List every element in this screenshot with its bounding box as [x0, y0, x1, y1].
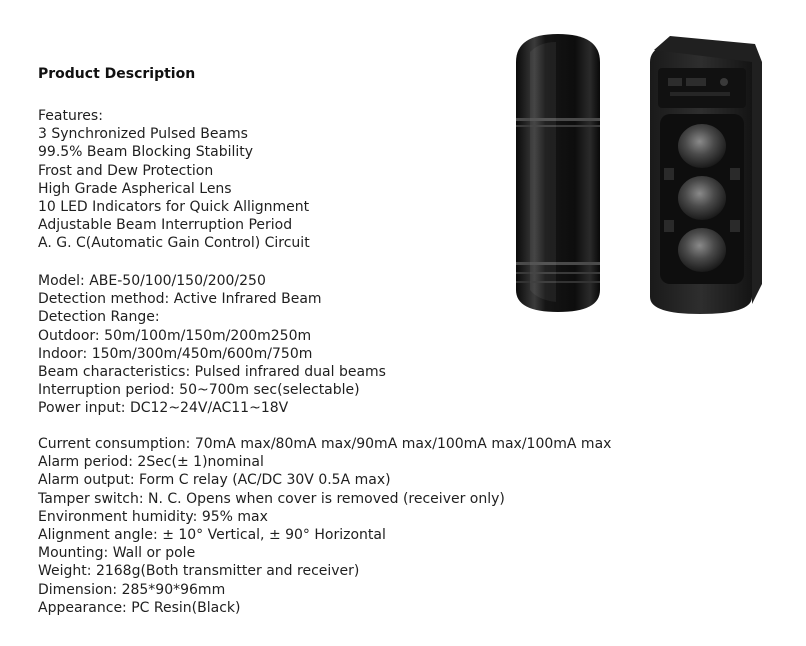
spec-alarm-output: Alarm output: Form C relay (AC/DC 30V 0.5A max) — [38, 472, 391, 489]
spec-humidity: Environment humidity: 95% max — [38, 508, 268, 525]
feature-item: 10 LED Indicators for Quick Allignment — [38, 199, 310, 216]
spec-current-consumption: Current consumption: 70mA max/80mA max/90mA max/100mA max/100mA max — [38, 436, 612, 452]
spec-interruption-period: Interruption period: 50~700m sec(selectable) — [38, 382, 360, 399]
open-sensor-unit — [650, 36, 762, 314]
specifications-list-1 — [38, 272, 386, 418]
spec-beam-characteristics: Beam characteristics: Pulsed infrared dual beams — [38, 364, 386, 381]
spec-outdoor-range: Outdoor: 50m/100m/150m/200m250m — [38, 327, 312, 344]
features-list — [38, 107, 310, 253]
feature-item: High Grade Aspherical Lens — [38, 180, 232, 197]
spec-weight: Weight: 2168g(Both transmitter and receiver) — [38, 563, 360, 580]
spec-alignment-angle: Alignment angle: ± 10° Vertical, ± 90° Horizontal — [38, 527, 386, 544]
spec-mounting: Mounting: Wall or pole — [38, 545, 196, 562]
feature-item: A. G. C(Automatic Gain Control) Circuit — [38, 235, 310, 252]
product-photo — [500, 22, 770, 322]
spec-detection-method: Detection method: Active Infrared Beam — [38, 291, 322, 308]
page-title: Product Description — [38, 66, 196, 82]
specifications-list-2 — [38, 435, 611, 617]
spec-model: Model: ABE-50/100/150/200/250 — [38, 273, 266, 289]
spec-tamper-switch: Tamper switch: N. C. Opens when cover is removed (receiver only) — [38, 490, 505, 507]
feature-item: 3 Synchronized Pulsed Beams — [38, 126, 248, 143]
covered-sensor-unit — [516, 34, 600, 312]
feature-item: Frost and Dew Protection — [38, 162, 214, 179]
spec-alarm-period: Alarm period: 2Sec(± 1)nominal — [38, 454, 264, 471]
feature-item: Adjustable Beam Interruption Period — [38, 217, 293, 234]
spec-power-input: Power input: DC12~24V/AC11~18V — [38, 400, 289, 417]
spec-indoor-range: Indoor: 150m/300m/450m/600m/750m — [38, 345, 313, 362]
spec-dimension: Dimension: 285*90*96mm — [38, 581, 226, 598]
spec-detection-range: Detection Range: — [38, 309, 160, 326]
spec-appearance: Appearance: PC Resin(Black) — [38, 599, 241, 616]
features-heading: Features: — [38, 108, 103, 124]
feature-item: 99.5% Beam Blocking Stability — [38, 144, 254, 161]
